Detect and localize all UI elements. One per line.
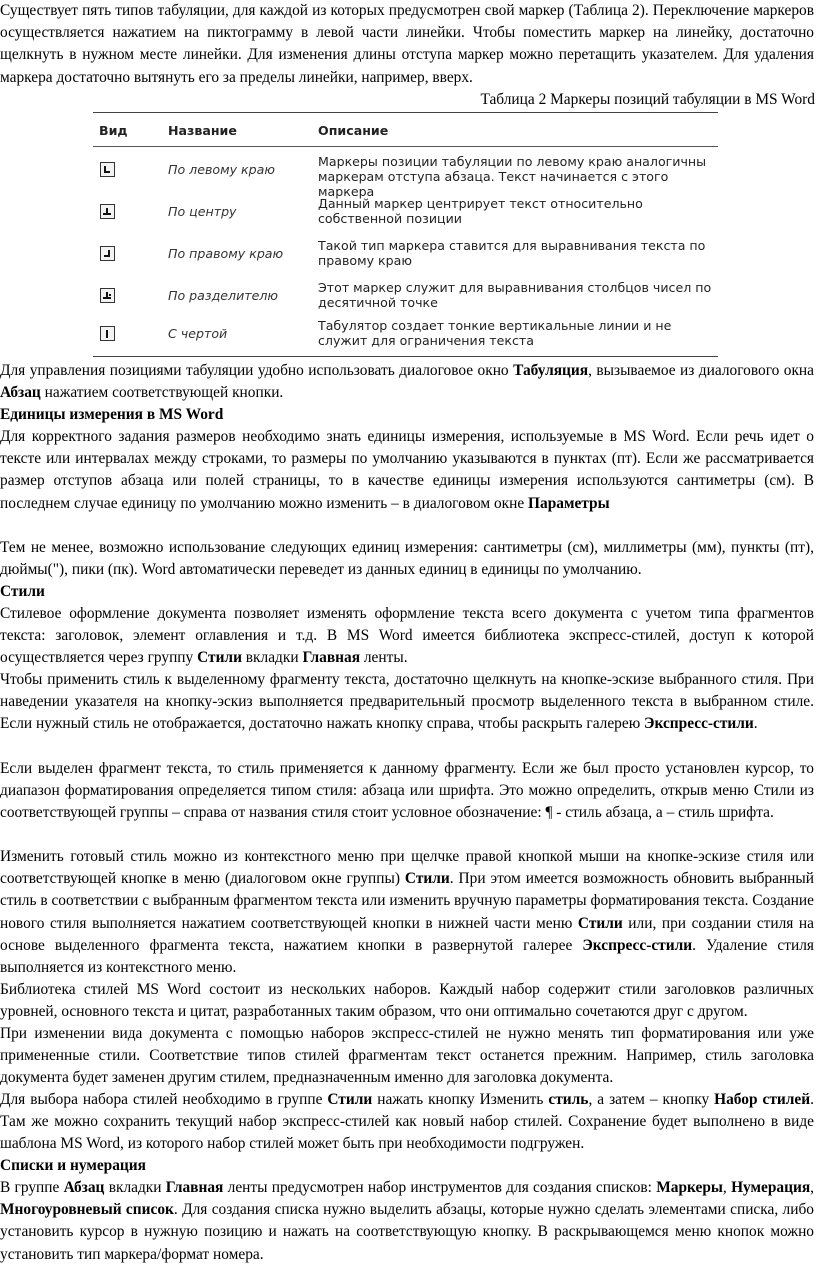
units-heading-block (0, 404, 815, 426)
text-run: Чтобы применить стиль к выделенному фрагменту текста, достаточно щелкнуть на кнопке-эскизе выбранного стиля. При наведении указателя на кнопку-эскиз выполняется предварительный просмотр выделенного текста в выбранном стиле. Если нужный стиль не отображается, достаточно нажать кнопку справа, чтобы раскрыть галерею (0, 671, 814, 733)
bold-run: Набор стилей (714, 1091, 811, 1108)
tab-center-icon (100, 204, 115, 219)
text-run: Для выбора набора стилей необходимо в группе (0, 1091, 328, 1108)
intro-paragraph (0, 0, 815, 89)
text-run: . Там же можно сохранить текущий набор экспресс-стилей как новый набор стилей. Сохранение будет выполнено в виде шаблона MS Word, из которого набор стилей может быть при необходимости подгружен. (0, 1091, 814, 1153)
bold-run: Абзац (63, 1179, 105, 1196)
bold-run: Маркеры (656, 1179, 723, 1196)
text-run: Стилевое оформление документа позволяет изменять оформление текста всего документа с учетом типа фрагментов текста: заголовок, элемент оглавления и т.д. В MS Word имеется библиотека экспресс-стилей, доступ к которой осуществляется через группу (0, 605, 814, 667)
units-paragraph (0, 426, 815, 515)
table-header-name: Название (168, 123, 237, 138)
tab-type-name: По левому краю (168, 162, 275, 177)
styles-paragraph-6 (0, 1023, 815, 1090)
text-run: Для корректного задания размеров необходимо знать единицы измерения, используемые в MS Word. Если речь идет о тексте или интервалах между строками, то размеры по умолчанию указываются в пунктах (пт). Если же рассматривается размер отступов абзаца или полей страницы, то в качестве единицы измерения используются сантиметры (см). В последнем случае единицу по умолчанию можно изменить – в диалоговом окне (0, 428, 814, 512)
lists-heading: Списки и нумерация (0, 1157, 146, 1174)
table-caption-block (0, 89, 815, 111)
text-run: Для управления позициями табуляции удобно использовать диалоговое окно (0, 362, 514, 379)
tab-decimal-icon (100, 288, 115, 303)
bold-run: Экспресс-стили (644, 715, 754, 733)
tab-type-desc: Табулятор создает тонкие вертикальные линии и не служит для ограничения текста (318, 318, 672, 348)
text-run: нажать кнопку Изменить (372, 1091, 549, 1108)
styles-paragraph-3 (0, 758, 815, 825)
text-run: Изменить готовый стиль можно из контекстного меню при щелчке правой кнопкой мыши на кнопке-эскизе стиля или соответствующей кнопке в меню (диалоговом окне группы) (0, 848, 814, 888)
text-run: В группе (0, 1179, 64, 1196)
tab-type-desc: Маркеры позиции табуляции по левому краю аналогичны маркерам отступа абзаца. Текст начинается с этого маркера (318, 154, 707, 199)
bold-run: Нумерация (731, 1179, 811, 1196)
tab-type-name: По правому краю (168, 246, 284, 261)
tab-type-desc: Такой тип маркера ставится для выравнивания текста по правому краю (318, 238, 706, 268)
bold-run: Экспресс-стили (582, 936, 693, 954)
text-run: , вызываемое из диалогового окна (588, 362, 814, 379)
text-run: нажатием соответствующей кнопки. (40, 384, 284, 402)
bold-run: Главная (165, 1179, 224, 1196)
styles-paragraph-1 (0, 603, 815, 670)
bold-run: Стили (327, 1091, 373, 1108)
text-run: . Удаление стиля выполняется из контекстного меню. (0, 936, 814, 977)
table-row (93, 318, 718, 358)
tab-markers-table (93, 112, 718, 358)
text-run: ленты. (360, 649, 408, 667)
text-run: . При этом имеется возможность обновить выбранный стиль в соответствии с выбранным фрагментом текста или изменить вручную параметры форматирования текста. Создание нового стиля выполняется нажатием соответствующей кнопки в нижней части меню (0, 870, 814, 932)
tab-type-desc: Данный маркер центрирует текст относительно собственной позиции (318, 196, 643, 226)
text-run: . Для создания списка нужно выделить абзацы, которые нужно сделать элементами списка, либо установить курсор в нужную позицию и нажать на соответствующую кнопку. В раскрывающемся меню кнопок можно установить тип маркера/формат номера. (0, 1201, 814, 1263)
bold-run: Параметры (528, 494, 610, 512)
table-row (93, 238, 718, 278)
tab-type-name: С чертой (168, 326, 228, 341)
styles-heading-block (0, 581, 815, 603)
text-run: вкладки (104, 1179, 166, 1196)
bold-run: стиль (548, 1091, 589, 1108)
tab-left-icon (100, 162, 115, 177)
text-run: , а затем – кнопку (588, 1091, 715, 1108)
lists-heading-block (0, 1155, 815, 1177)
table-row (93, 196, 718, 236)
text-run: вкладки (241, 649, 303, 667)
tab-right-icon (100, 246, 115, 261)
table-bottom-rule (93, 356, 718, 357)
units-text-2: Тем не менее, возможно использование следующих единиц измерения: сантиметры (см), миллиметры (мм), пункты (пт), дюймы("), пики (пк). Word автоматически переведет из данных единиц в единицы по умолчанию. (0, 539, 814, 579)
styles-paragraph-4 (0, 846, 815, 979)
text-run: , (810, 1179, 815, 1196)
bold-run: Абзац (0, 384, 41, 402)
table-header-view: Вид (99, 123, 128, 138)
units-paragraph-2 (0, 537, 815, 581)
text-run: . (753, 715, 758, 733)
table-header-desc: Описание (318, 123, 389, 138)
table-caption: Таблица 2 Маркеры позиций табуляции в MS Word (480, 91, 815, 108)
styles-paragraph-7 (0, 1089, 815, 1156)
table-top-rule (93, 112, 718, 113)
table-row (93, 154, 718, 199)
styles-text-3: Если выделен фрагмент текста, то стиль применяется к данному фрагменту. Если же был просто установлен курсор, то диапазон форматирования определяется типом стиля: абзаца или шрифта. Это можно определить, открыв меню Стили из соответствующей группы – справа от названия стиля стоит условное обозначение: ¶ - стиль абзаца, а – стиль шрифта. (0, 760, 814, 822)
tab-type-name: По центру (168, 204, 237, 219)
tab-type-name: По разделителю (168, 288, 279, 303)
bold-run: Стили (404, 870, 450, 888)
tab-dialog-paragraph (0, 360, 815, 404)
text-run: , (722, 1179, 732, 1196)
units-heading: Единицы измерения в MS Word (0, 406, 224, 423)
table-header-rule (93, 146, 718, 147)
lists-paragraph (0, 1177, 815, 1266)
intro-text: Существует пять типов табуляции, для каждой из которых предусмотрен свой маркер (Таблица 2). Переключение маркеров осуществляется нажатием на пиктограмму в левой части линейки. Чтобы поместить маркер на линейку, достаточно щелкнуть в нужном месте линейки. Для изменения длины отступа маркер можно перетащить указателем. Для удаления маркера достаточно вытянуть его за пределы линейки, например, вверх. (0, 2, 814, 86)
styles-text-5: Библиотека стилей MS Word состоит из нескольких наборов. Каждый набор содержит стили заголовков различных уровней, основного текста и цитат, разработанных таким образом, что они оптимально сочетаются друг с другом. (0, 981, 814, 1021)
bold-run: Многоуровневый список (0, 1201, 174, 1219)
styles-paragraph-5 (0, 979, 815, 1023)
styles-text-6: При изменении вида документа с помощью наборов экспресс-стилей не нужно менять тип форматирования или уже примененные стили. Соответствие типов стилей фрагментам текст останется прежним. Например, стиль заголовка документа будет заменен другим стилем, предназначенным именно для заголовка документа. (0, 1025, 814, 1087)
text-run: ленты предусмотрен набор инструментов для создания списков: (223, 1179, 657, 1196)
bold-run: Стили (197, 649, 242, 667)
tab-type-desc: Этот маркер служит для выравнивания столбцов чисел по десятичной точке (318, 280, 712, 310)
bold-run: Стили (577, 914, 623, 932)
text-run: или, при создании стиля на основе выделенного фрагмента текста, нажатием кнопки в развернутой галерее (0, 914, 814, 954)
tab-bar-icon (100, 326, 115, 341)
styles-heading: Стили (0, 583, 45, 600)
bold-run: Главная (302, 649, 361, 667)
styles-paragraph-2 (0, 669, 815, 736)
table-row (93, 280, 718, 320)
bold-run: Табуляция (513, 362, 589, 379)
